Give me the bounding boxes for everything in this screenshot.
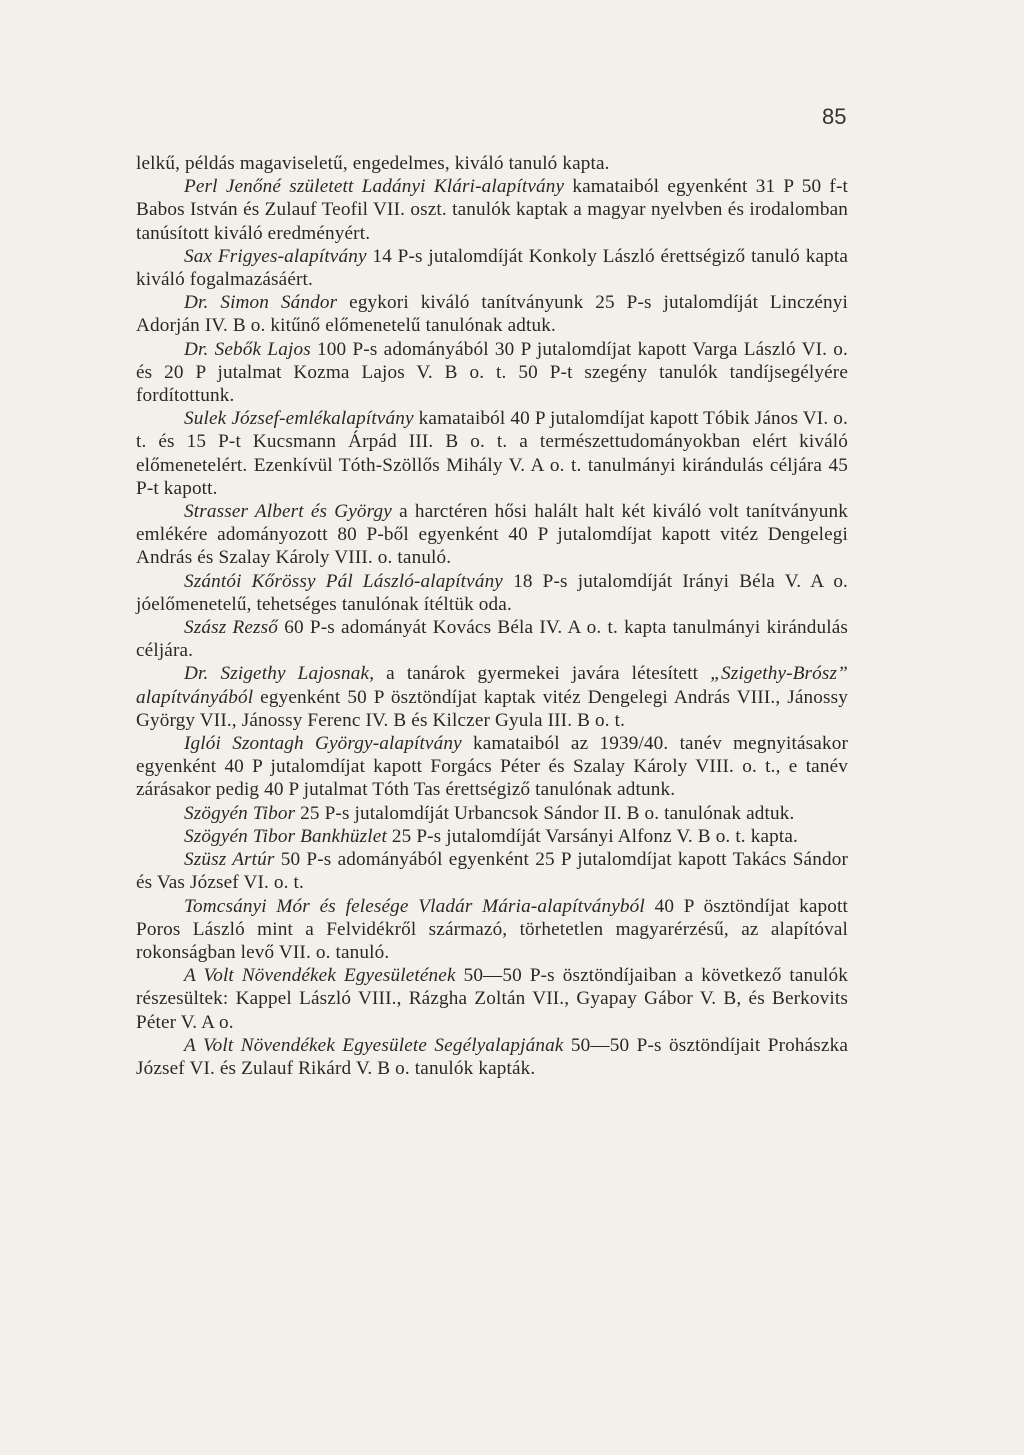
- paragraph: [136, 732, 848, 802]
- paragraph-text: 18 P-s jutalomdíját Irányi Béla V. A o. jóelőmenetelű, tehetséges tanulónak ítéltük oda.: [136, 570, 849, 615]
- paragraph: [136, 1034, 848, 1080]
- paragraph: [136, 570, 848, 616]
- italic-name-text: Szász Rezső: [184, 617, 279, 639]
- italic-name-text: Sax Frigyes-alapítvány: [184, 245, 367, 267]
- body-text: [136, 152, 848, 1080]
- paragraph: [136, 825, 848, 848]
- italic-name-text: Perl Jenőné született Ladányi Klári-alapítvány: [184, 176, 565, 198]
- paragraph: [136, 616, 848, 662]
- paragraph-text: 25 P-s jutalomdíját Varsányi Alfonz V. B o. t. kapta.: [386, 825, 798, 847]
- paragraph-text: 60 P-s adományát Kovács Béla IV. A o. t. kapta tanulmányi kirándulás céljára.: [136, 617, 848, 662]
- paragraph-text: a tanárok gyermekei javára létesített: [374, 663, 711, 685]
- page-number: 85: [822, 104, 847, 129]
- paragraph-text: 50—50 P-s ösztöndíjait Prohászka József VI. és Zulauf Rikárd V. B o. tanulók kapták.: [136, 1034, 848, 1079]
- italic-name-text: Iglói Szontagh György-alapítvány: [184, 733, 462, 755]
- paragraph-text: 50—50 P-s ösztöndíjaiban a következő tanulók részesültek: Kappel László VIII., Rázgha Zoltán VII., Gyapay Gábor V. B, és Berkovits Péter V. A o.: [136, 965, 848, 1033]
- paragraph: [136, 291, 848, 337]
- paragraph: [136, 895, 848, 965]
- paragraph-text: 100 P-s adományából 30 P jutalomdíjat kapott Varga László VI. o. és 20 P jutalmat Kozma Lajos V. B o. t. 50 P-t szegény tanulók tandíjsegélyére fordítottunk.: [136, 338, 848, 407]
- italic-name-text: Dr. Simon Sándor: [184, 292, 338, 314]
- paragraph: [136, 175, 848, 245]
- paragraph-text: a harctéren hősi halált halt két kiváló volt tanítványunk emlékére adományozott 80 P-ből egyenként 40 P jutalomdíjat kapott vitéz Dengelegi András és Szalay Károly VIII. o. tanuló.: [136, 501, 848, 569]
- paragraph: [136, 802, 848, 825]
- paragraph-text: egykori kiváló tanítványunk 25 P-s jutalomdíját Linczényi Adorján IV. B o. kitűnő előmenetelű tanulónak adtuk.: [136, 292, 848, 337]
- italic-name-text: Dr. Szigethy Lajosnak,: [184, 663, 375, 685]
- italic-name-text: Szüsz Artúr: [184, 849, 275, 871]
- paragraph-text: lelkű, példás magaviseletű, engedelmes, kiváló tanuló kapta.: [136, 153, 610, 174]
- paragraph: [136, 500, 848, 570]
- paragraph-text: kamataiból az 1939/40. tanév megnyitásakor egyenként 40 P jutalomdíjat kapott Forgács Péter és Szalay Károly VIII. o. t., e tanév zárásakor pedig 40 P jutalmat Tóth Tas érettségiző tanulónak adtunk.: [136, 733, 848, 801]
- italic-name-text: Strasser Albert és György: [184, 501, 392, 523]
- paragraph: [136, 964, 848, 1034]
- paragraph-text: kamataiból 40 P jutalomdíjat kapott Tóbik János VI. o. t. és 15 P-t Kucsmann Árpád III. B o. t. a természettudományokban elért kiváló előmenetelért. Ezenkívül Tóth-Szöllős Mihály V. A o. t. tanulmányi kirándulás céljára 45 P-t kapott.: [136, 408, 848, 499]
- paragraph: [136, 152, 848, 175]
- paragraph: [136, 245, 848, 291]
- italic-name-text: Dr. Sebők Lajos: [184, 338, 311, 360]
- italic-name-text: Szántói Kőrössy Pál László-alapítvány: [184, 570, 503, 592]
- italic-name-text: A Volt Növendékek Egyesületének: [184, 965, 456, 987]
- italic-name-text: A Volt Növendékek Egyesülete Segélyalapjának: [184, 1034, 564, 1056]
- paragraph-text: egyenként 50 P ösztöndíjat kaptak vitéz Dengelegi András VIII., Jánossy György VII., Jánossy Ferenc IV. B és Kilczer Gyula III. B o. t.: [136, 686, 848, 731]
- italic-name-text: Szögyén Tibor: [184, 802, 296, 824]
- italic-name-text: Sulek József-emlékalapítvány: [184, 408, 414, 430]
- paragraph-text: 25 P-s jutalomdíját Urbancsok Sándor II. B o. tanulónak adtuk.: [295, 802, 795, 824]
- paragraph: [136, 662, 848, 732]
- paragraph-text: 40 P ösztöndíjat kapott Poros László mint a Felvidékről származó, törhetetlen magyarérzésű, az alapítóval rokonságban levő VII. o. tanuló.: [136, 895, 848, 963]
- paragraph-text: 50 P-s adományából egyenként 25 P jutalomdíjat kapott Takács Sándor és Vas József VI. o. t.: [136, 849, 848, 894]
- italic-name-text: Szögyén Tibor Bankhüzlet: [184, 825, 387, 847]
- paragraph: [136, 848, 848, 894]
- paragraph: [136, 407, 848, 500]
- italic-name-text: „Szigethy-Brósz” alapítványából: [136, 663, 848, 708]
- italic-name-text: Tomcsányi Mór és felesége Vladár Mária-alapítványból: [184, 895, 645, 917]
- paragraph: [136, 338, 848, 408]
- paragraph-text: 14 P-s jutalomdíját Konkoly László érettségiző tanuló kapta kiváló fogalmazásáért.: [136, 245, 849, 291]
- paragraph-text: kamataiból egyenként 31 P 50 f-t Babos István és Zulauf Teofil VII. oszt. tanulók kaptak a magyar nyelvben és irodalomban tanúsított kiváló eredményért.: [136, 176, 848, 244]
